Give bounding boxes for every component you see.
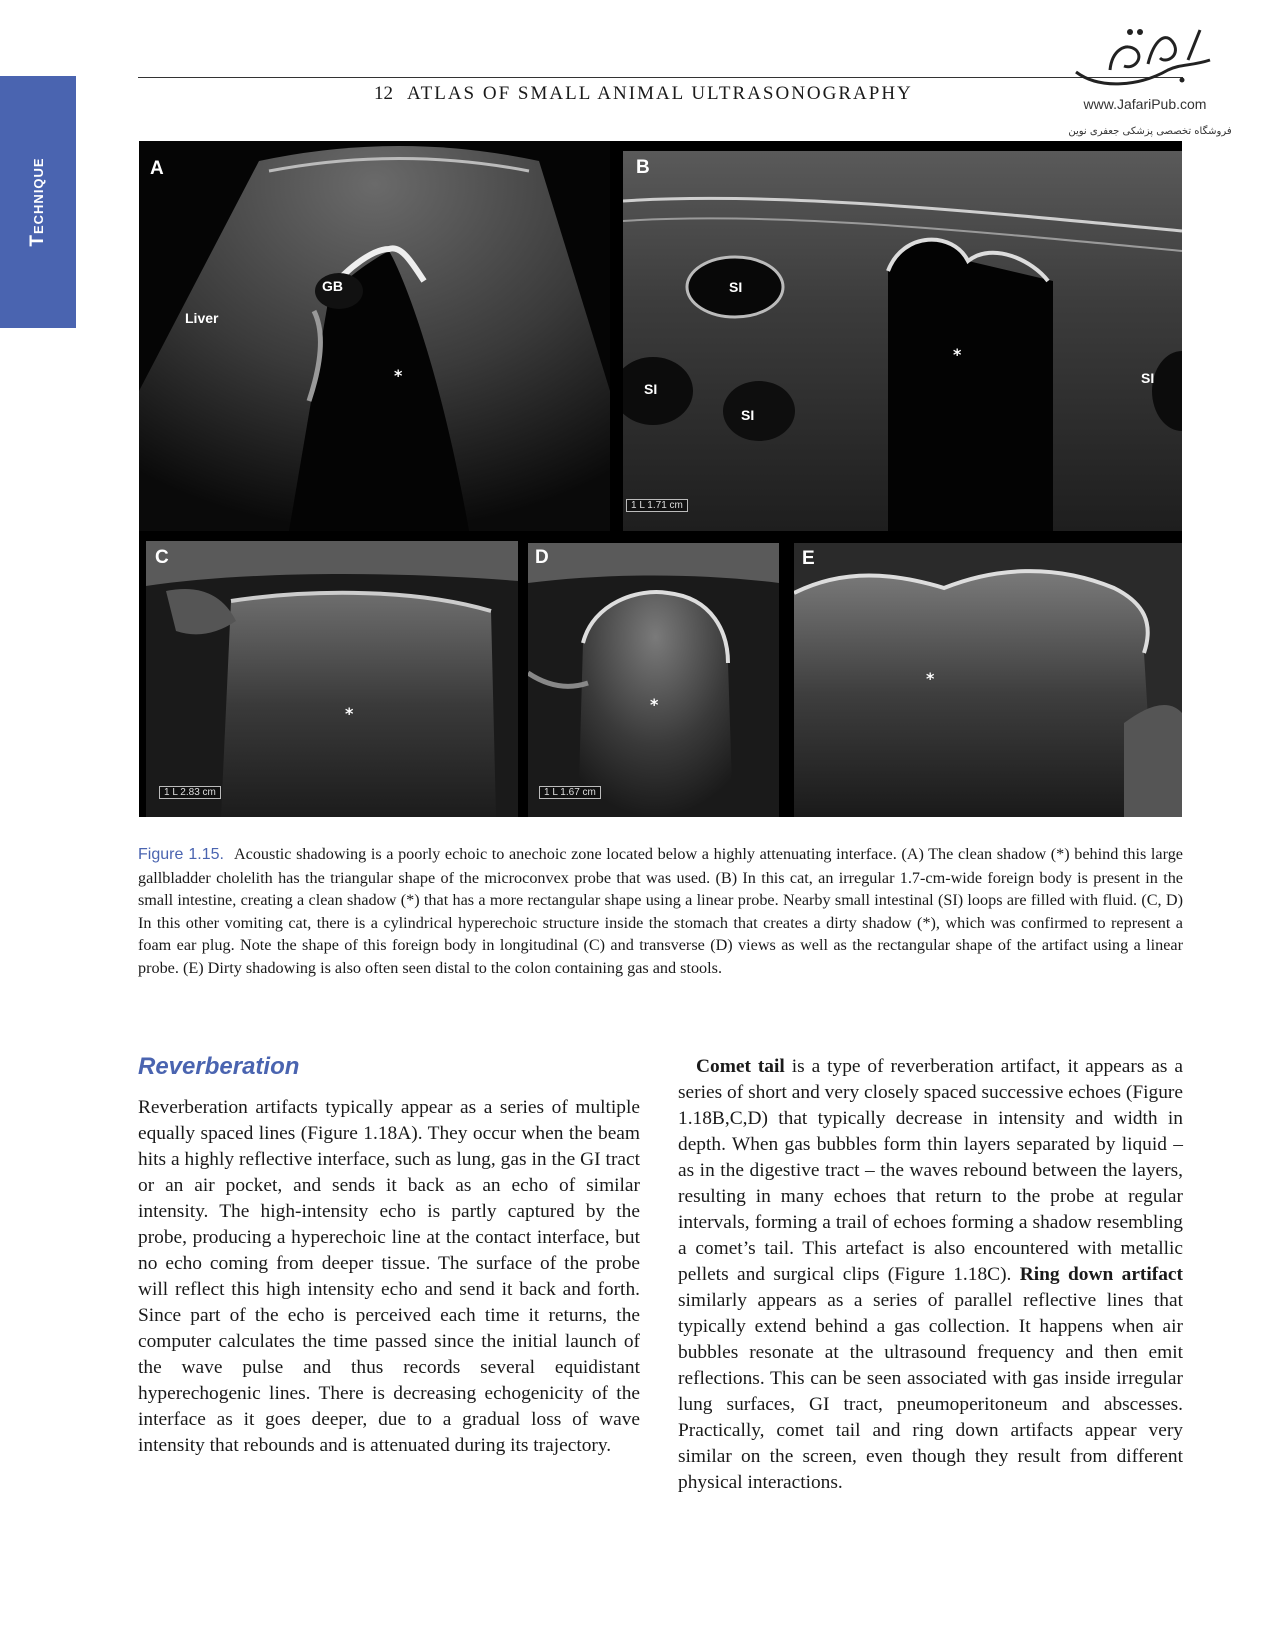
scale-bar-d: 1 L 1.67 cm (539, 786, 601, 799)
panel-b (623, 151, 1182, 531)
panel-a-ultrasound-image (139, 141, 610, 531)
panel-b-ultrasound-image (623, 151, 1182, 531)
panel-d (528, 543, 779, 817)
gallbladder-label: GB (322, 278, 343, 294)
panel-b-label: B (636, 157, 650, 178)
term-ring-down: Ring down artifact (1019, 1264, 1183, 1285)
body-column-left (138, 1095, 640, 1459)
ultrasound-figure (139, 141, 1182, 817)
panel-c (146, 541, 518, 817)
si-label-2: SI (644, 381, 658, 397)
panel-e (794, 543, 1182, 817)
book-title: ATLAS OF SMALL ANIMAL ULTRASONOGRAPHY (407, 83, 913, 104)
body-column-right (678, 1054, 1183, 1496)
panel-e-label: E (802, 548, 815, 569)
page-number: 12 (374, 83, 393, 104)
liver-label: Liver (185, 310, 219, 326)
figure-number: Figure 1.15. (138, 846, 224, 863)
si-label-1: SI (729, 279, 743, 295)
panel-c-label: C (155, 547, 169, 568)
panel-e-ultrasound-image (794, 543, 1182, 817)
panel-a-label: A (150, 158, 164, 179)
shadow-marker: * (394, 366, 403, 385)
calligraphy-logo-icon (1070, 20, 1220, 92)
paragraph-ring-down: similarly appears as a series of parallel reflective lines that typically extend behind a gas collection. It happens when air bubbles resonate at the ultrasound frequency and then emit reflections. This can be seen associated with gas inside irregular lung surfaces, GI tract, pneumoperitoneum and abscesses. Practically, comet tail and ring down artifacts appear very similar on the screen, even though they result from different physical interactions. (678, 1290, 1183, 1493)
side-tab-label: Technique (27, 157, 48, 247)
publisher-logo (1060, 20, 1230, 150)
publisher-url: www.JafariPub.com (1083, 96, 1207, 112)
shadow-marker: * (926, 669, 935, 688)
panel-c-ultrasound-image (146, 541, 518, 817)
section-heading: Reverberation (138, 1053, 300, 1080)
caption-text: Acoustic shadowing is a poorly echoic to anechoic zone located below a highly attenuating interface. (A) The clean shadow (*) behind this large gallbladder cholelith has the triangular shape of the microconvex probe that was used. (B) In this cat, an irregular 1.7-cm-wide foreign body is present in the small intestine, creating a clean shadow (*) that has a more rectangular shape using a linear probe. Nearby small intestinal (SI) loops are filled with fluid. (C, D) In this other vomiting cat, there is a cylindrical hyperechoic structure inside the stomach that creates a dirty shadow (*), which was confirmed to represent a foam ear plug. Note the shape of this foreign body in longitudinal (C) and transverse (D) views as well as the rectangular shape of the artifact using a linear probe. (E) Dirty shadowing is also often seen distal to the colon containing gas and stools. (138, 845, 1183, 977)
paragraph-comet-tail: is a type of reverberation artifact, it appears as a series of short and very closely spaced successive echoes (Figure 1.18B,C,D) that typically decrease in intensity and width in depth. When gas bubbles form thin layers separated by liquid – as in the digestive tract – the waves rebound between the layers, resulting in many echoes that return to the probe at regular intervals, forming a trail of echoes forming a shadow resembling a comet’s tail. This artefact is also encountered with metallic pellets and surgical clips (Figure 1.18C). (678, 1056, 1183, 1285)
shadow-marker: * (345, 704, 354, 723)
header-rule (138, 77, 1183, 78)
scale-bar-b: 1 L 1.71 cm (626, 499, 688, 512)
panel-a (139, 141, 610, 531)
panel-d-label: D (535, 547, 549, 568)
running-head (374, 83, 913, 105)
section-side-tab (0, 76, 76, 328)
shadow-marker: * (953, 345, 962, 364)
paragraph-reverberation: Reverberation artifacts typically appear as a series of multiple equally spaced lines (Figure 1.18A). They occur when the beam hits a highly reflective interface, such as lung, gas in the GI tract or an air pocket, and sends it back as an echo of similar intensity. The high-intensity echo is partly captured by the probe, producing a hyperechoic line at the contact interface, but no echo coming from deeper tissue. The surface of the probe will reflect this high intensity echo and send it back and forth. Since part of the echo is perceived each time it returns, the computer calculates the time passed since the initial launch of the wave pulse and thus records several equidistant hyperechogenic lines. There is decreasing echogenicity of the interface as it goes deeper, due to a gradual loss of wave intensity that rebounds and is attenuated during its trajectory. (138, 1097, 640, 1456)
shadow-marker: * (650, 695, 659, 714)
term-comet-tail: Comet tail (696, 1056, 785, 1077)
figure-caption (138, 843, 1183, 980)
si-label-4: SI (1141, 370, 1155, 386)
si-label-3: SI (741, 407, 755, 423)
scale-bar-c: 1 L 2.83 cm (159, 786, 221, 799)
publisher-tagline: فروشگاه تخصصی پزشکی جعفری نوین (1068, 126, 1232, 137)
panel-d-ultrasound-image (528, 543, 779, 817)
